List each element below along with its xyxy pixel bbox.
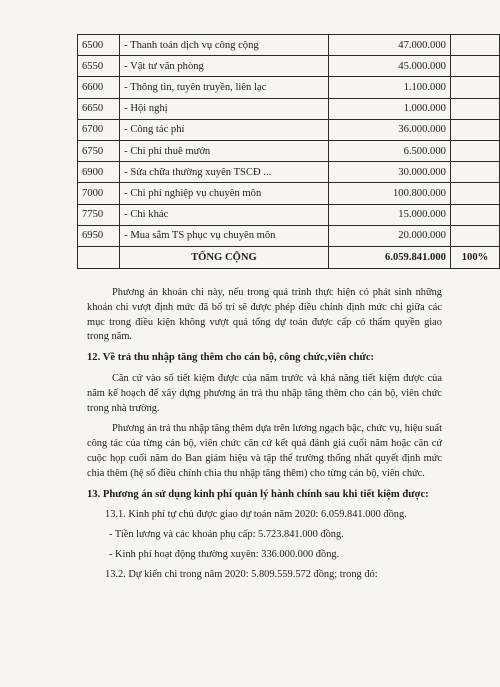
heading-section-12: 12. Về trả thu nhập tăng thêm cho cán bộ, công chức,viên chức: <box>87 352 375 364</box>
document-body <box>87 286 442 588</box>
cell-amount: 6.500.000 <box>328 140 450 161</box>
cell-amount: 36.000.000 <box>328 119 450 140</box>
paragraph-12a: Căn cứ vào số tiết kiệm được của năm trước và khả năng tiết kiệm được của năm kế hoạch để xây dựng phương án trả thu nhập tăng thêm cho cán bộ, viên chức trong nhà trường. <box>87 372 442 414</box>
cell-name: - Mua sắm TS phục vụ chuyên môn <box>120 225 329 246</box>
line-13-1: 13.1. Kinh phí tự chủ được giao dự toán năm 2020: 6.059.841.000 đồng. <box>105 509 407 521</box>
cell-code: 6600 <box>78 77 120 98</box>
budget-table-body <box>78 35 500 269</box>
paragraph-12b: Phương án trả thu nhập tăng thêm dựa trên lương ngạch bậc, chức vụ, hiệu suất công tác của từng cán bộ, viên chức căn cứ kết quả đánh giá cuối năm hoặc căn cứ cuộc họp cuối năm do Ban giám hiệu và tập thể trường thống nhất quyết định mức chia thêm (hệ số điều chỉnh chia thu nhập tăng thêm) cho từng cán bộ, viên chức. <box>87 423 442 479</box>
cell-name: - Hội nghị <box>120 98 329 119</box>
table-row <box>78 204 500 225</box>
cell-code: 6700 <box>78 119 120 140</box>
cell-amount: 20.000.000 <box>328 225 450 246</box>
cell-name: TỔNG CỘNG <box>120 246 329 268</box>
cell-name: - Chi phí thuê mướn <box>120 140 329 161</box>
cell-percent <box>450 35 499 56</box>
cell-amount: 1.000.000 <box>328 98 450 119</box>
cell-name: - Chi phí nghiệp vụ chuyên môn <box>120 183 329 204</box>
cell-percent: 100% <box>450 246 499 268</box>
table-row <box>78 35 500 56</box>
paragraph-adjustment: Phương án khoán chi này, nếu trong quá trình thực hiện có phát sinh những khoản chi vượt định mức đã bố trí sẽ được phép điều chỉnh định mức chi giữa các mục trong điều kiện không vượt quá tổng dự toán được cấp có thẩm quyền giao trong năm. <box>87 287 442 343</box>
cell-percent <box>450 183 499 204</box>
cell-code <box>78 246 120 268</box>
table-row <box>78 162 500 183</box>
cell-amount: 15.000.000 <box>328 204 450 225</box>
cell-name: - Công tác phí <box>120 119 329 140</box>
cell-code: 6750 <box>78 140 120 161</box>
table-row <box>78 183 500 204</box>
line-salary: - Tiền lương và các khoản phụ cấp: 5.723.841.000 đồng. <box>109 529 344 541</box>
budget-table <box>77 34 500 269</box>
cell-amount: 100.800.000 <box>328 183 450 204</box>
heading-section-13: 13. Phương án sử dụng kinh phí quản lý hành chính sau khi tiết kiệm được: <box>87 488 429 500</box>
cell-percent <box>450 225 499 246</box>
cell-percent <box>450 77 499 98</box>
cell-code: 6500 <box>78 35 120 56</box>
cell-amount: 30.000.000 <box>328 162 450 183</box>
cell-code: 6950 <box>78 225 120 246</box>
line-operating: - Kinh phí hoạt động thường xuyên: 336.000.000 đồng. <box>109 548 340 560</box>
table-row <box>78 56 500 77</box>
cell-amount: 45.000.000 <box>328 56 450 77</box>
table-row <box>78 225 500 246</box>
table-row <box>78 98 500 119</box>
cell-percent <box>450 204 499 225</box>
cell-percent <box>450 140 499 161</box>
cell-amount: 47.000.000 <box>328 35 450 56</box>
table-row <box>78 119 500 140</box>
cell-name: - Vật tư văn phòng <box>120 56 329 77</box>
cell-name: - Chi khác <box>120 204 329 225</box>
cell-percent <box>450 162 499 183</box>
line-13-2: 13.2. Dự kiến chi trong năm 2020: 5.809.559.572 đồng; trong đó: <box>105 568 378 580</box>
cell-code: 7750 <box>78 204 120 225</box>
cell-amount: 6.059.841.000 <box>328 246 450 268</box>
table-row <box>78 77 500 98</box>
cell-code: 6550 <box>78 56 120 77</box>
table-row <box>78 140 500 161</box>
cell-amount: 1.100.000 <box>328 77 450 98</box>
cell-name: - Sửa chữa thường xuyên TSCĐ ... <box>120 162 329 183</box>
cell-name: - Thanh toán dịch vụ công cộng <box>120 35 329 56</box>
cell-code: 7000 <box>78 183 120 204</box>
cell-percent <box>450 119 499 140</box>
cell-percent <box>450 98 499 119</box>
cell-code: 6900 <box>78 162 120 183</box>
cell-percent <box>450 56 499 77</box>
cell-code: 6650 <box>78 98 120 119</box>
table-total-row <box>78 246 500 268</box>
cell-name: - Thông tin, tuyên truyền, liên lạc <box>120 77 329 98</box>
